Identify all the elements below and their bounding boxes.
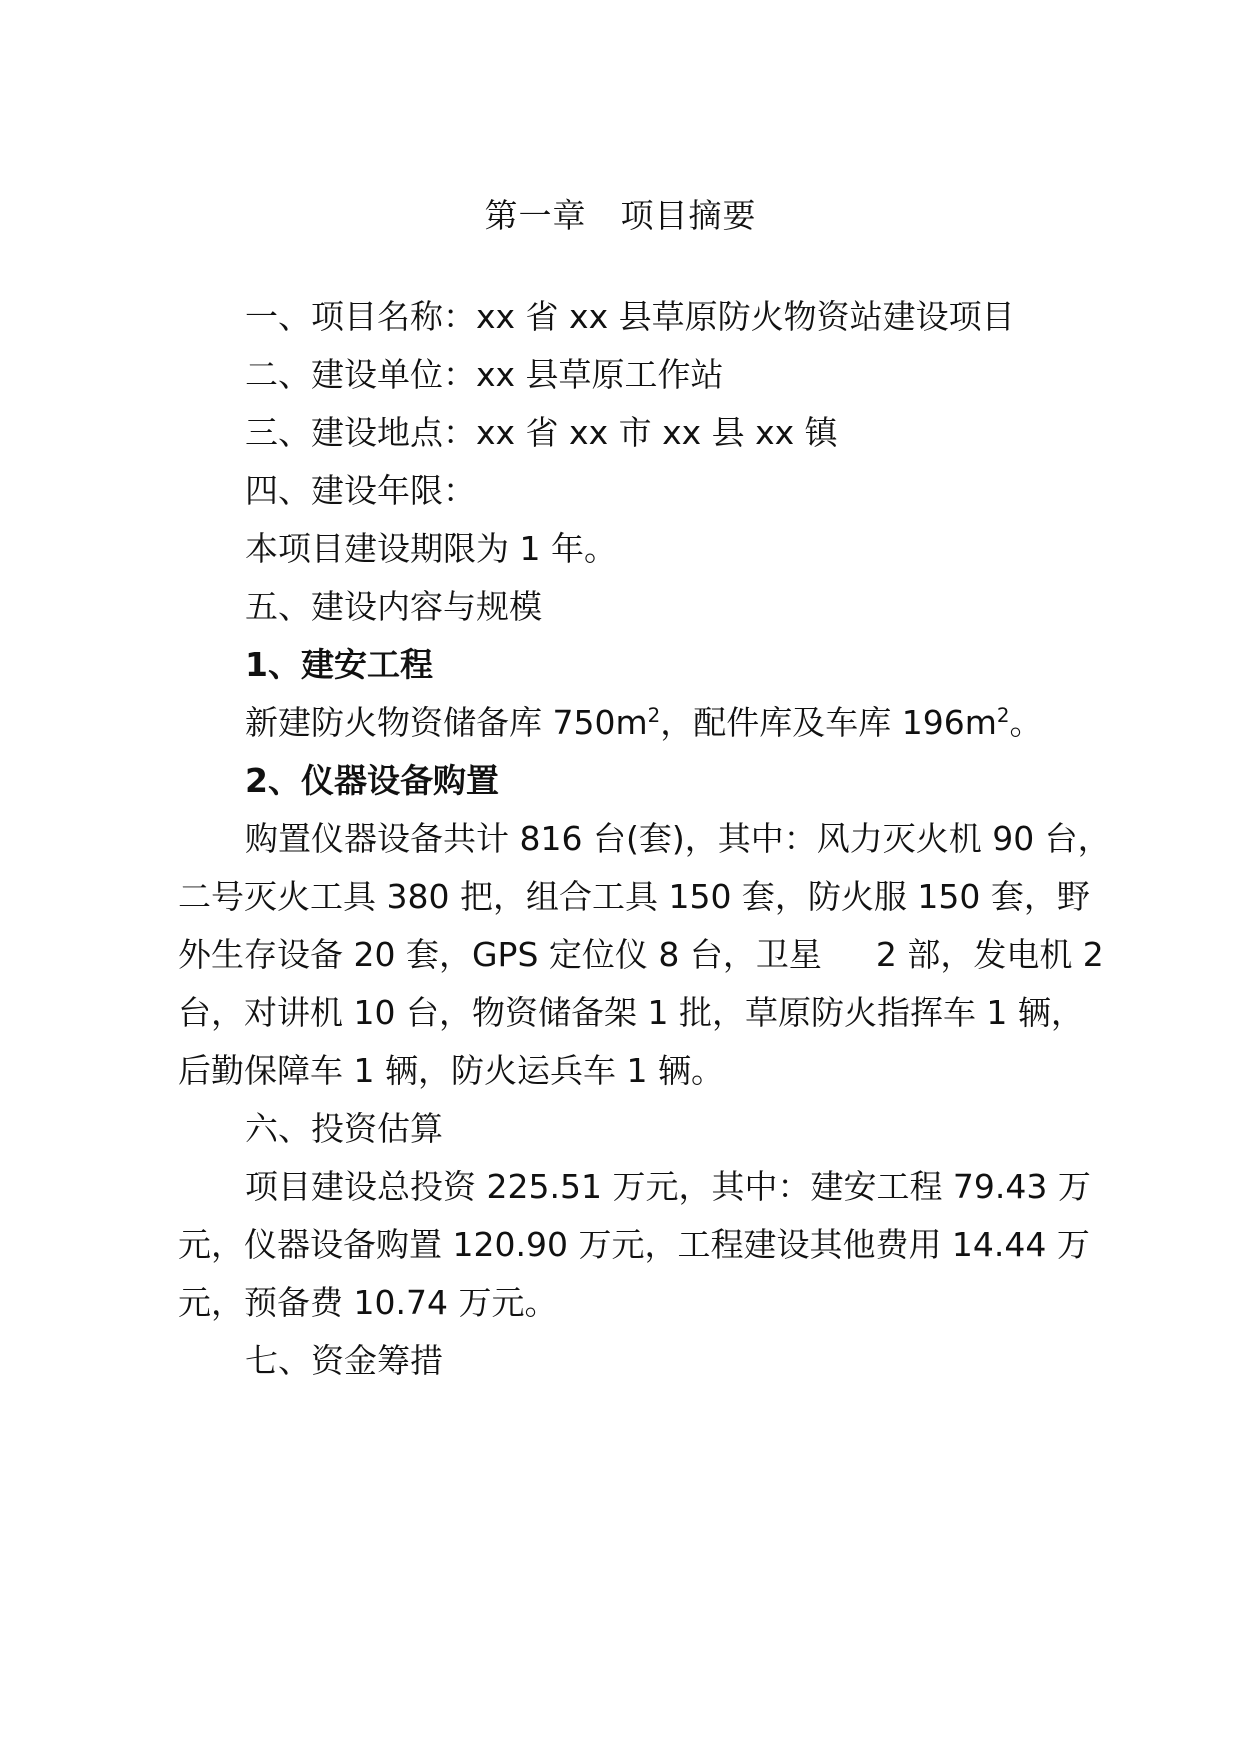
construction-unit: 二、建设单位：xx 县草原工作站 xyxy=(245,355,724,394)
investment-paragraph-line: 元，预备费 10.74 万元。 xyxy=(178,1283,558,1322)
equipment-paragraph-line: 购置仪器设备共计 816 台(套)，其中：风力灭火机 90 台， xyxy=(245,819,1111,858)
equipment-paragraph-line: 后勤保障车 1 辆，防火运兵车 1 辆。 xyxy=(178,1051,724,1090)
building-works-text xyxy=(245,703,1042,743)
building-works-text-b: ，配件库及车库 196m xyxy=(660,703,997,742)
investment-heading: 六、投资估算 xyxy=(245,1109,443,1148)
equipment-paragraph-line: 外生存设备 20 套，GPS 定位仪 8 台，卫星 2 部，发电机 2 xyxy=(178,935,1104,974)
equipment-paragraph-line: 二号灭火工具 380 把，组合工具 150 套，防火服 150 套，野 xyxy=(178,877,1090,916)
construction-period-heading: 四、建设年限： xyxy=(245,471,476,510)
investment-paragraph-line: 元，仪器设备购置 120.90 万元，工程建设其他费用 14.44 万 xyxy=(178,1225,1090,1264)
investment-paragraph-line: 项目建设总投资 225.51 万元，其中：建安工程 79.43 万 xyxy=(245,1167,1091,1206)
building-works-text-a: 新建防火物资储备库 750m xyxy=(245,703,648,742)
equipment-heading: 2、仪器设备购置 xyxy=(245,761,499,800)
funding-heading: 七、资金筹措 xyxy=(245,1341,443,1380)
area-unit-superscript: 2 xyxy=(996,704,1010,727)
area-unit-superscript: 2 xyxy=(647,704,661,727)
building-works-text-c: 。 xyxy=(1009,703,1043,742)
content-scale-heading: 五、建设内容与规模 xyxy=(245,587,542,626)
construction-period-text: 本项目建设期限为 1 年。 xyxy=(245,529,617,568)
equipment-paragraph-line: 台，对讲机 10 台，物资储备架 1 批，草原防火指挥车 1 辆， xyxy=(178,993,1084,1032)
project-name: 一、项目名称：xx 省 xx 县草原防火物资站建设项目 xyxy=(245,297,1015,336)
chapter-title: 第一章 项目摘要 xyxy=(484,196,757,235)
construction-location: 三、建设地点：xx 省 xx 市 xx 县 xx 镇 xyxy=(245,413,838,452)
building-works-heading: 1、建安工程 xyxy=(245,645,433,684)
